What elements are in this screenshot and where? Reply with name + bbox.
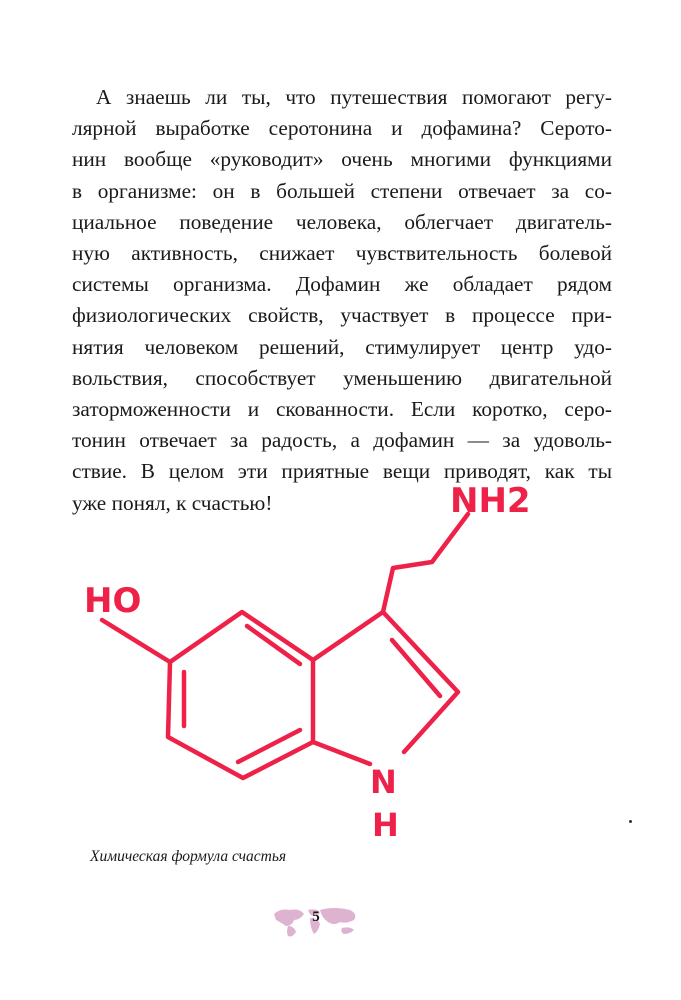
nh2-label: NH2 <box>450 481 531 521</box>
page-number: 5 <box>312 909 320 925</box>
ethylamine-chain <box>383 514 468 612</box>
pyrrole-bond <box>313 742 370 764</box>
page-footer <box>270 904 362 940</box>
text-line: ную активность, снижает чувствительность болевой <box>72 241 612 266</box>
text-line: лярной выработке серотонина и дофамина? Серото- <box>72 116 612 141</box>
text-line: циальное поведение человека, облегчает двигатель- <box>72 209 612 234</box>
text-line: физиологических свойств, участвует в процессе при- <box>72 303 612 328</box>
inner-double-bond <box>238 730 300 762</box>
pyrrole-bonds <box>313 612 458 752</box>
hydrogen-label: H <box>372 806 399 844</box>
text-line: нин вообще «руководит» очень многими функциями <box>72 147 612 172</box>
figure-caption: Химическая формула счастья <box>90 848 287 865</box>
text-line: заторможенности и скованности. Если коротко, серо- <box>72 397 612 422</box>
formula-bonds <box>102 514 468 778</box>
text-line: вольствия, способствует уменьшению двигательной <box>72 365 612 390</box>
text-line: уже понял, к счастью! <box>72 490 273 515</box>
nitrogen-label: N <box>370 763 397 801</box>
benzene-ring <box>168 612 313 778</box>
text-line: А знаешь ли ты, что путешествия помогают регу- <box>96 85 612 109</box>
text-line: ствие. В целом эти приятные вещи приводят, как ты <box>72 459 612 484</box>
text-line: в организме: он в большей степени отвечает за со- <box>72 178 612 203</box>
ho-label: HO <box>84 581 142 621</box>
text-line: тонин отвечает за радость, а дофамин — за удоволь- <box>72 428 612 453</box>
text-line: нятия человеком решений, стимулирует центр удо- <box>72 334 612 359</box>
printer-dot <box>629 820 632 823</box>
hydroxyl-bond <box>102 620 170 662</box>
body-paragraph <box>72 82 612 519</box>
formula-svg <box>0 470 681 850</box>
serotonin-formula-drawing <box>0 470 681 850</box>
text-line: системы организма. Дофамин же обладает рядом <box>72 272 612 297</box>
